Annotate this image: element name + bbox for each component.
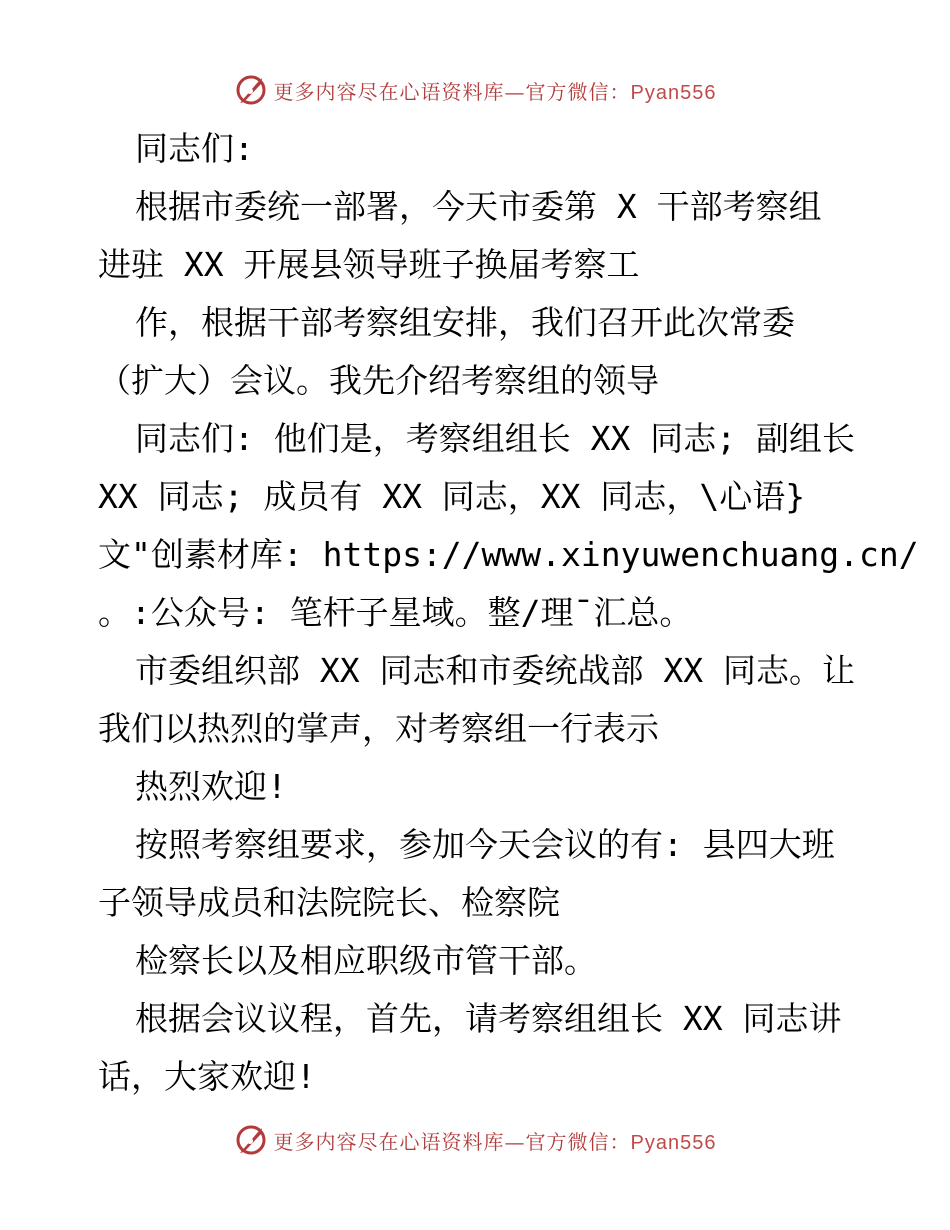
quill-circle-logo-icon <box>234 1123 268 1157</box>
text-line: 作，根据干部考察组安排，我们召开此次常委 <box>135 303 795 342</box>
text-line: 市委组织部 XX 同志和市委统战部 XX 同志。让 <box>135 651 855 690</box>
quill-circle-logo-icon <box>234 73 268 107</box>
text-line: 按照考察组要求，参加今天会议的有: 县四大班 <box>135 825 835 864</box>
text-line: XX 同志; 成员有 XX 同志，XX 同志，\心语} <box>98 477 806 516</box>
text-line: 我们以热烈的掌声，对考察组一行表示 <box>98 709 659 748</box>
watermark-text <box>274 1126 717 1155</box>
text-line: 同志们: 他们是，考察组组长 XX 同志; 副组长 <box>135 419 855 458</box>
text-line: 进驻 XX 开展县领导班子换届考察工 <box>98 245 640 284</box>
watermark-handle: Pyan556 <box>630 1131 717 1154</box>
text-line: 根据市委统一部署，今天市委第 X 干部考察组 <box>135 187 822 226</box>
watermark-banner-top <box>0 70 950 110</box>
watermark-text <box>274 76 717 105</box>
text-line: 检察长以及相应职级市管干部。 <box>135 941 597 980</box>
watermark-handle: Pyan556 <box>630 81 717 104</box>
text-line: 文"创素材库: https://www.xinyuwenchuang.cn/ <box>98 535 919 574</box>
watermark-label: 更多内容尽在心语资料库—官方微信： <box>273 1129 631 1154</box>
text-line: 根据会议议程，首先，请考察组组长 XX 同志讲 <box>135 999 842 1038</box>
text-line: 。:公众号: 笔杆子星域。整/理¯汇总。 <box>98 593 693 632</box>
text-line: 同志们: <box>135 129 254 168</box>
watermark-banner-bottom <box>0 1120 950 1160</box>
text-line: 话，大家欢迎! <box>98 1057 316 1096</box>
text-line: 热烈欢迎! <box>135 767 287 806</box>
text-line: 子领导成员和法院院长、检察院 <box>98 883 560 922</box>
watermark-label: 更多内容尽在心语资料库—官方微信： <box>273 79 631 104</box>
document-body <box>98 120 919 1106</box>
text-line: （扩大）会议。我先介绍考察组的领导 <box>98 361 659 400</box>
